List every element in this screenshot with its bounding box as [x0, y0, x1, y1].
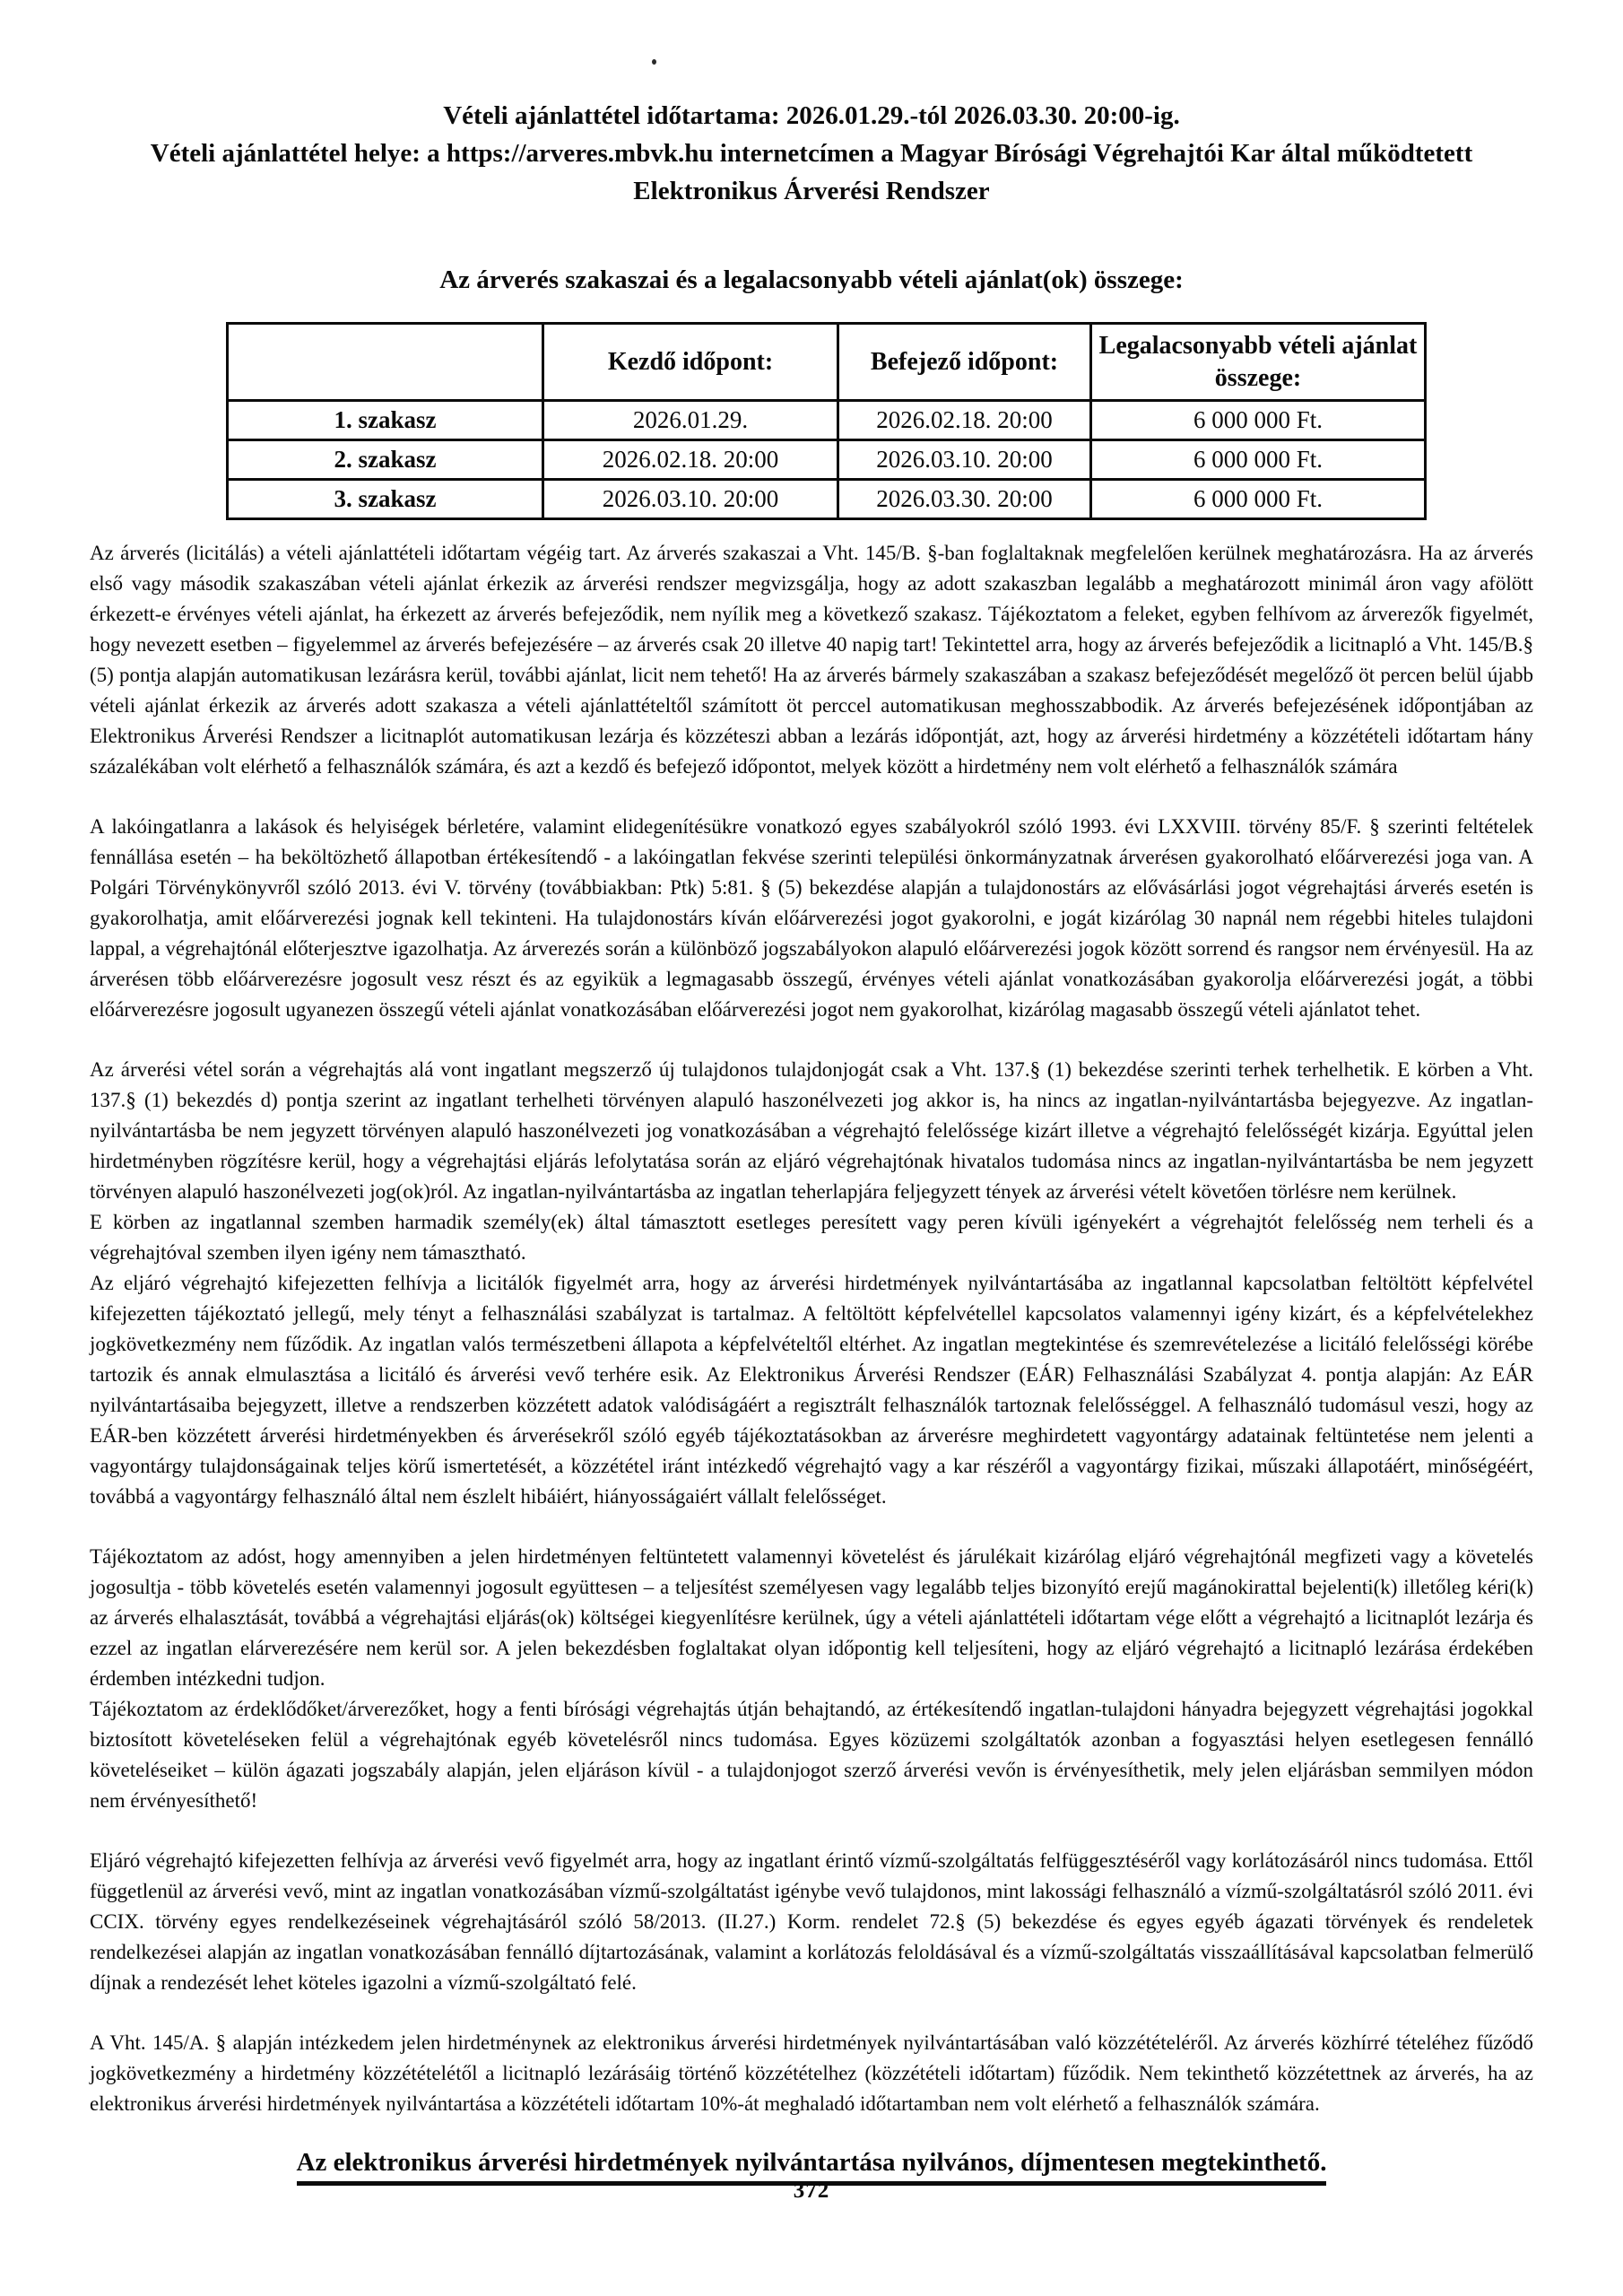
table-header-row: [228, 324, 1426, 401]
auction-phases-table: [226, 322, 1427, 520]
phase-min-bid: 6 000 000 Ft.: [1091, 440, 1426, 480]
phase-end: 2026.03.10. 20:00: [838, 440, 1091, 480]
phase-label: 2. szakasz: [228, 440, 543, 480]
table-title: Az árverés szakaszai és a legalacsonyabb vételi ajánlat(ok) összege:: [439, 265, 1184, 294]
bid-period-line: Vételi ajánlattétel időtartama: 2026.01.29.-tól 2026.03.30. 20:00-ig.: [443, 101, 1180, 130]
header-cell-empty: [228, 324, 543, 401]
paragraph-encumbrances: Az árverési vétel során a végrehajtás alá vont ingatlant megszerző új tulajdonos tulajdonjogát csak a Vht. 137.§ (1) bekezdése szerinti terhek terhelhetik. E körben a Vht. 137.§ (1) bekezdés d) pontja szerint az ingatlant terhelheti törvényen alapuló haszonélvezeti jog akkor is, ha nincs az ingatlan-nyilvántartásba bejegyezve. Az ingatlan-nyilvántartásba be nem jegyzett törvényen alapuló haszonélvezeti jog vonatkozásában a végrehajtó felelőssége kizárt illetve a végrehajtó felelősségét kizárja. Egyúttal jelen hirdetményben rögzítésre kerül, hogy a végrehajtási eljárás lefolytatása során az eljáró végrehajtónak hivatalos tudomása nincs az ingatlan-nyilvántartásba be nem jegyzett törvényen alapuló haszonélvezeti jog(ok)ról. Az ingatlan-nyilvántartásba az ingatlan teherlapjára feljegyzett tények az árverési vételt követően törlésre nem kerülnek.: [90, 1058, 1533, 1203]
paragraph-utility-claims: Tájékoztatom az érdeklődőket/árverezőket, hogy a fenti bírósági végrehajtás útján behajtandó, az értékesítendő ingatlan-tulajdoni hányadra bejegyzett végrehajtási jogokkal biztosított követeléseken felül a végrehajtónak egyéb követelésről nincs tudomása. Egyes közüzemi szolgáltatók azonban a fogyasztási helyen esetlegesen fennálló követeléseiket – külön ágazati jogszabály alapján, jelen eljáráson kívül - a tulajdonjogot szerző árverési vevőn is érvényesíthetik, mely jelen eljárásban semmilyen módon nem érvényesíthető!: [90, 1698, 1533, 1812]
header-cell-start-time: Kezdő időpont:: [543, 324, 838, 401]
table-row: [228, 401, 1426, 440]
phase-start: 2026.01.29.: [543, 401, 838, 440]
paragraph-third-party-claims: E körben az ingatlannal szemben harmadik személy(ek) által támasztott esetleges peresített vagy peren kívüli igényekért a végrehajtót felelősség nem terheli és a végrehajtóval szemben ilyen igény nem támasztható.: [90, 1211, 1533, 1264]
document-body: [90, 538, 1533, 2119]
bid-place-line: Vételi ajánlattétel helye: a https://arveres.mbvk.hu internetcímen a Magyar Bírósági Végrehajtói Kar által működtetett Elektronikus Árverési Rendszer: [150, 139, 1473, 205]
phase-start: 2026.03.10. 20:00: [543, 480, 838, 519]
paragraph-auction-process: Az árverés (licitálás) a vételi ajánlattételi időtartam végéig tart. Az árverés szakaszai a Vht. 145/B. §-ban foglaltaknak megfelelően kerülnek meghatározásra. Ha az árverés első vagy második szakaszában vételi ajánlat érkezik az árverési rendszer megvizsgálja, hogy az adott szakaszban legalább a meghatározott minimál áron vagy afölött érkezett-e érvényes vételi ajánlat, ha érkezett az árverés befejeződik, nem nyílik meg a következő szakasz. Tájékoztatom a feleket, egyben felhívom az árverezők figyelmét, hogy nevezett esetben – figyelemmel az árverés befejezésére – az árverés csak 20 illetve 40 napig tart! Tekintettel arra, hogy az árverés befejeződik a licitnapló a Vht. 145/B.§ (5) pontja alapján automatikusan lezárásra kerül, további ajánlat, licit nem tehető! Ha az árverés bármely szakaszában a szakasz befejeződését megelőző öt percen belül újabb vételi ajánlat érkezik az árverés adott szakasza a vételi ajánlattételtől számított öt perccel automatikusan meghosszabbodik. Az árverés befejezésének időpontjában az Elektronikus Árverési Rendszer a licitnaplót automatikusan lezárja és közzéteszi abban a lezárás időpontját, azt, hogy az árverési hirdetmény a közzétételi időtartam hány százalékában volt elérhető a felhasználók számára, és azt a kezdő és befejező időpontot, melyek között a hirdetmény nem volt elérhető a felhasználók számára: [90, 542, 1533, 778]
header-cell-min-bid: Legalacsonyabb vételi ajánlat összege:: [1091, 324, 1426, 401]
phase-start: 2026.02.18. 20:00: [543, 440, 838, 480]
paragraph-preemption-rights: A lakóingatlanra a lakások és helyiségek bérletére, valamint elidegenítésükre vonatkozó egyes szabályokról szóló 1993. évi LXXVIII. törvény 85/F. § szerinti feltételek fennállása esetén – ha beköltözhető állapotban értékesítendő - a lakóingatlan fekvése szerinti települési önkormányzatnak árverésen gyakorolható előárverezési joga van. A Polgári Törvénykönyvről szóló 2013. évi V. törvény (továbbiakban: Ptk) 5:81. § (5) bekezdése alapján a tulajdonostárs az elővásárlási jogot végrehajtási árverés esetén is gyakorolhatja, amit előárverezési jognak kell tekinteni. Ha tulajdonostárs kíván előárverezési jogot gyakorolni, e jogát kizárólag 30 napnál nem régebbi hiteles tulajdoni lappal, a végrehajtónál előterjesztve igazolhatja. Az árverezés során a különböző jogszabályokon alapuló előárverezési jogok között sorrend és rangsor nem érvényesül. Ha az árverésen több előárverezésre jogosult vesz részt és az egyikük a legmagasabb összegű, érvényes vételi ajánlat vonatkozásában gyakorolja előárverezési jogát, a többi előárverezésre jogosult ugyanezen összegű vételi ajánlat vonatkozásában előárverezési jogot nem gyakorolhat, kizárólag magasabb összegű vételi ajánlatot tehet.: [90, 815, 1533, 1021]
phase-label: 1. szakasz: [228, 401, 543, 440]
final-notice: Az elektronikus árverési hirdetmények nyilvántartása nyilvános, díjmentesen megtekinthető.: [297, 2148, 1327, 2186]
phase-min-bid: 6 000 000 Ft.: [1091, 480, 1426, 519]
document-header: [90, 97, 1533, 210]
table-row: [228, 480, 1426, 519]
page-number: 372: [793, 2179, 830, 2203]
header-cell-end-time: Befejező időpont:: [838, 324, 1091, 401]
phase-label: 3. szakasz: [228, 480, 543, 519]
phase-end: 2026.03.30. 20:00: [838, 480, 1091, 519]
table-row: [228, 440, 1426, 480]
paragraph-water-service: Eljáró végrehajtó kifejezetten felhívja az árverési vevő figyelmét arra, hogy az ingatlant érintő vízmű-szolgáltatás felfüggesztéséről vagy korlátozásáról nincs tudomása. Ettől függetlenül az árverési vevő, mint az ingatlan vonatkozásában vízmű-szolgáltatást igénybe vevő tulajdonos, mint lakossági felhasználó a vízmű-szolgáltatásról szóló 2011. évi CCIX. törvény egyes rendelkezéseinek végrehajtásáról szóló 58/2013. (II.27.) Korm. rendelet 72.§ (5) bekezdése és egyes egyéb ágazati törvények és rendeletek rendelkezései alapján az ingatlan vonatkozásában fennálló díjtartozásának, valamint a korlátozás feloldásával és a vízmű-szolgáltatás visszaállításával kapcsolatban felmerülő díjnak a rendezését lehet köteles igazolni a vízmű-szolgáltató felé.: [90, 1849, 1533, 1994]
phase-min-bid: 6 000 000 Ft.: [1091, 401, 1426, 440]
paragraph-debtor-information: Tájékoztatom az adóst, hogy amennyiben a jelen hirdetményen feltüntetett valamennyi követelést és járulékait kizárólag eljáró végrehajtónál megfizeti vagy a követelés jogosultja - több követelés esetén valamennyi jogosult együttesen – a teljesítést személyesen vagy legalább teljes bizonyító erejű magánokirattal bejelenti(k) illetőleg kéri(k) az árverés elhalasztását, továbbá a végrehajtási eljárás(ok) költségei kiegyenlítésre kerülnek, úgy a vételi ajánlattételi időtartam vége előtt a végrehajtó a licitnaplót lezárja és ezzel az ingatlan elárverezésére nem kerül sor. A jelen bekezdésben foglaltakat olyan időpontig kell teljesíteni, hogy az eljáró végrehajtó a licitnapló lezárása érdekében érdemben intézkedni tudjon.: [90, 1545, 1533, 1690]
paragraph-photos-disclaimer: Az eljáró végrehajtó kifejezetten felhívja a licitálók figyelmét arra, hogy az árverési hirdetmények nyilvántartásába az ingatlannal kapcsolatban feltöltött képfelvétel kifejezetten tájékoztató jellegű, mely tényt a felhasználási szabályzat is tartalmaz. A feltöltött képfelvétellel kapcsolatos valamennyi igény kizárt, és a képfelvételekhez jogkövetkezmény nem fűződik. Az ingatlan valós természetbeni állapota a képfelvételtől eltérhet. Az ingatlan megtekintése és szemrevételezése a licitáló felelősségi körébe tartozik és annak elmulasztása a licitáló és árverési vevő terhére esik. Az Elektronikus Árverési Rendszer (EÁR) Felhasználási Szabályzat 4. pontja alapján: Az EÁR nyilvántartásaiba bejegyzett, illetve a rendszerben közzétett adatok valódiságáért a regisztrált felhasználók tartoznak felelősséggel. A felhasználó tudomásul veszi, hogy az EÁR-ben közzétett árverési hirdetményekben és árverésekről szóló egyéb tájékoztatásokban az árverésre meghirdetett vagyontárgy adatainak feltüntetése nem jelenti a vagyontárgy tulajdonságainak teljes körű ismertetését, a közzététel iránt intézkedő végrehajtó vagy a kar részéről a vagyontárgy fizikai, műszaki állapotáért, minőségéért, továbbá a vagyontárgy felhasználó által nem észlelt hibáiért, hiányosságaiért vállalt felelősséget.: [90, 1272, 1533, 1508]
paragraph-publication: A Vht. 145/A. § alapján intézkedem jelen hirdetménynek az elektronikus árverési hirdetmények nyilvántartásában való közzétételéről. Az árverés közhírré tételéhez fűződő jogkövetkezmény a hirdetmény közzétételétől a licitnapló lezárásáig történő közzétételhez (közzétételi időtartam) fűződik. Nem tekinthető közzétettnek az árverés, ha az elektronikus árverési hirdetmények nyilvántartása a közzétételi időtartam 10%-át meghaladó időtartamban nem volt elérhető a felhasználók számára.: [90, 2031, 1533, 2115]
stray-mark: [652, 59, 656, 65]
phase-end: 2026.02.18. 20:00: [838, 401, 1091, 440]
